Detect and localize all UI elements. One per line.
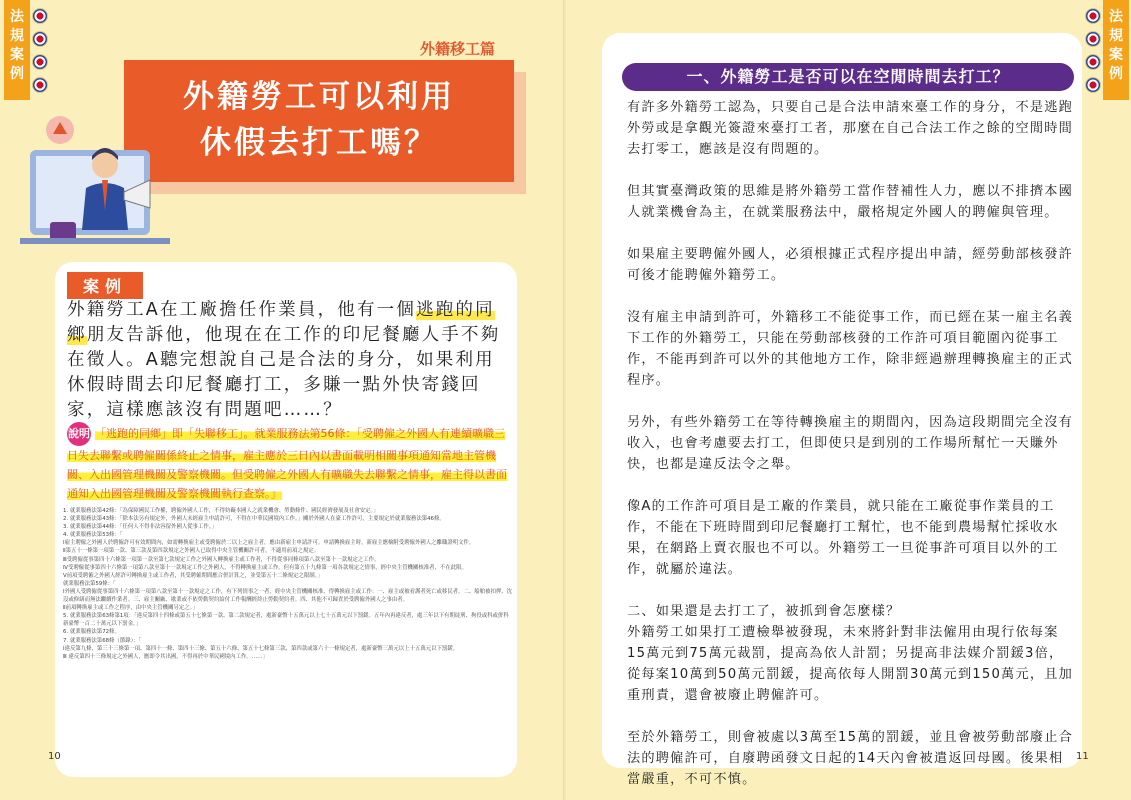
case-body — [67, 298, 511, 423]
footnote: Ⅲ 違反第四十三條規定之外國人，應即令其出國，不得再於中華民國境內工作。……」 — [63, 653, 268, 660]
title-line-2: 休假去打工嗎？ — [200, 125, 438, 161]
footnote: Ⅲ受聘僱從事第四十六條第一項第一款至第七款規定工作之外國人轉換雇主或工作者，不得從事同條項第八款至第十一款規定之工作。 — [63, 556, 380, 563]
category-label: 外籍移工篇 — [420, 40, 496, 58]
footnote: 5. 就業服務法第63條第1項：「違反第四十四條或第五十七條第一款、第二款規定者，處新臺幣十五萬元以上七十五萬元以下罰鍰。五年內再違反者，處三年以下有期徒刑、拘役或科或併科新臺幣一百二十萬元以下罰金。」 — [63, 613, 509, 628]
paragraph: 像A的工作許可項目是工廠的作業員，就只能在工廠從事作業員的工作，不能在下班時間到印尼餐廳打工幫忙，也不能到農場幫忙採收水果，在網路上賣衣服也不可以。外籍勞工一旦從事許可項目以外的工作，就屬於違法。 — [627, 499, 1059, 577]
paragraph: 但其實臺灣政策的思維是將外籍勞工當作替補性人力，應以不排擠本國人就業機會為主，在就業服務法中，嚴格規定外國人的聘僱與管理。 — [627, 184, 1074, 220]
flag-column-left — [32, 8, 50, 100]
right-page — [566, 0, 1131, 800]
case-text-highlight: 逃跑的同鄉 — [67, 300, 495, 345]
page-number-left: 10 — [48, 751, 61, 762]
explain-badge: 說明 — [67, 422, 91, 446]
page-title — [124, 74, 514, 166]
case-card — [55, 262, 517, 777]
paragraph: 二、如果還是去打工了，被抓到會怎麼樣？ 外籍勞工如果打工遭檢舉被發現，未來將針對非法僱用由現行依每案15萬元到75萬元裁罰，提高為依人計罰；另提高非法媒介罰鍰3倍，從每案10萬到50萬元罰鍰，提高依每人開罰30萬元到150萬元，且加重刑責，還會被廢止聘僱許可。 — [627, 604, 1073, 703]
article-body — [627, 97, 1073, 800]
taiwan-flag-icon — [32, 8, 48, 24]
taiwan-flag-icon — [1085, 77, 1101, 93]
explanation — [67, 422, 511, 503]
footnote: 3. 就業服務法第44條：「任何人不得非法容留外國人從事工作。」 — [63, 524, 217, 531]
speaker-illustration — [20, 110, 170, 260]
footnote: Ⅱ第五十一條第一項第一款、第三款及第四款規定之外國人已取得中央主管機關許可者，不適用前項之規定。 — [63, 548, 320, 555]
paragraph: 如果雇主要聘僱外國人，必須根據正式程序提出申請，經勞動部核發許可後才能聘僱外籍勞工。 — [627, 247, 1074, 283]
side-tab-label: 法規案例 — [10, 9, 24, 82]
taiwan-flag-icon — [32, 77, 48, 93]
footnote: 就業服務法第59條：「 — [63, 580, 116, 587]
content-card — [602, 33, 1082, 787]
flag-column-right — [1085, 8, 1103, 100]
taiwan-flag-icon — [32, 54, 48, 70]
paragraph: 另外，有些外籍勞工在等待轉換雇主的期間內，因為這段期間完全沒有收入，也會考慮要去打工，但即使只是到別的工作場所幫忙一天賺外快，也都是違反法令之舉。 — [627, 415, 1074, 472]
section-heading: 一、外籍勞工是否可以在空閒時間去打工？ — [622, 63, 1074, 91]
title-box — [124, 60, 514, 182]
side-tab-left — [4, 0, 30, 100]
case-text-pre: 外籍勞工A在工廠擔任作業員，他有一個 — [67, 300, 417, 320]
page-number-right: 11 — [1076, 751, 1089, 762]
footnote: Ⅱ前項轉換雇主或工作之程序，由中央主管機關另定之。」 — [63, 605, 198, 612]
footnote: 7. 就業服務法第68條（節錄）：「 — [63, 637, 142, 644]
footnote: Ⅳ受聘僱從事第四十六條第一項第八款至第十一款規定工作之外國人，不得轉換雇主或工作。但有第五十九條第一項各款規定之情事，經中央主管機關核准者，不在此限。 — [63, 564, 467, 571]
footnote: Ⅰ外國人受聘僱從事第四十六條第一項第八款至第十一款規定之工作，有下列情事之一者，經中央主管機關核准，得轉換雇主或工作：一、雇主或被看護者死亡或移民者。二、船舶被扣押、沈沒或修繕而無法繼續作業者。三、雇主關廠、歇業或不依勞動契約給付工作報酬經終止勞動契約者。四、其他不可歸責於受聘僱外國人之事由者。 — [63, 588, 513, 604]
taiwan-flag-icon — [32, 31, 48, 47]
footnote: Ⅰ違反第九條、第三十三條第一項、第四十一條、第四十三條、第五十六條、第五十七條第三款、第四款或第六十一條規定者，處新臺幣三萬元以上十五萬元以下罰鍰。 — [63, 645, 459, 652]
footnote: 1. 就業服務法第42條：「為保障國民工作權，聘僱外國人工作，不得妨礙本國人之就業機會、勞動條件、國民經濟發展及社會安定。」 — [63, 508, 379, 514]
taiwan-flag-icon — [1085, 31, 1101, 47]
footnote: 4. 就業服務法第53條：「 — [63, 532, 123, 539]
taiwan-flag-icon — [1085, 8, 1101, 24]
footnote: Ⅴ前項受聘僱之外國人經許可轉換雇主或工作者，其受聘僱期間應合併計算之，並受第五十二條規定之限制。」 — [63, 572, 323, 579]
left-page — [0, 0, 565, 800]
footnotes — [63, 507, 513, 661]
footnote: 2. 就業服務法第43條：「除本法另有規定外，外國人未經雇主申請許可，不得在中華民國境內工作。」關於外國人在臺工作許可，主要規定於就業服務法第46條。 — [63, 516, 445, 523]
explain-text: 「逃跑的同鄉」即「失聯移工」。就業服務法第56條：「受聘僱之外國人有連續曠職三日失去聯繫或聘僱關係終止之情事，雇主應於三日內以書面載明相關事項通知當地主管機關、入出國管理機關及警察機關。但受聘僱之外國人有曠職失去聯繫之情事，雇主得以書面通知入出國管理機關及警察機關執行查察。」 — [67, 427, 507, 500]
taiwan-flag-icon — [1085, 54, 1101, 70]
title-line-1: 外籍勞工可以利用 — [183, 79, 455, 115]
paragraph: 有許多外籍勞工認為，只要自己是合法申請來臺工作的身分，不是逃跑外勞或是拿觀光簽證來臺打工者，那麼在自己合法工作之餘的空閒時間去打零工，應該是沒有問題的。 — [627, 100, 1074, 157]
case-label: 案例 — [67, 272, 143, 299]
side-tab-right — [1103, 0, 1129, 100]
paragraph: 沒有雇主申請到許可，外籍移工不能從事工作，而已經在某一雇主名義下工作的外籍勞工，只能在勞動部核發的工作許可項目範圍內從事工作，不能再到許可以外的其他地方工作，除非經過辦理轉換雇主的正式程序。 — [627, 310, 1074, 388]
footnote: Ⅰ雇主聘僱之外國人於聘僱許可有效期間內，如需轉換雇主或受聘僱於二以上之雇主者，應由新雇主申請許可。申請轉換雇主時，新雇主應檢附受聘僱外國人之離職證明文件。 — [63, 540, 475, 547]
case-text-post: 朋友告訴他，他現在在工作的印尼餐廳人手不夠在徵人。A聽完想說自己是合法的身分，如果利用休假時間去印尼餐廳打工，多賺一點外快寄錢回家，這樣應該沒有問題吧……？ — [67, 325, 501, 420]
paragraph: 至於外籍勞工，則會被處以3萬至15萬的罰鍰，並且會被勞動部廢止合法的聘僱許可，自廢聘函發文日起的14天內會被遣返回母國。後果相當嚴重，不可不慎。 — [627, 730, 1074, 787]
footnote: 6. 就業服務法第72條。 — [63, 629, 120, 636]
side-tab-label: 法規案例 — [1109, 9, 1123, 82]
